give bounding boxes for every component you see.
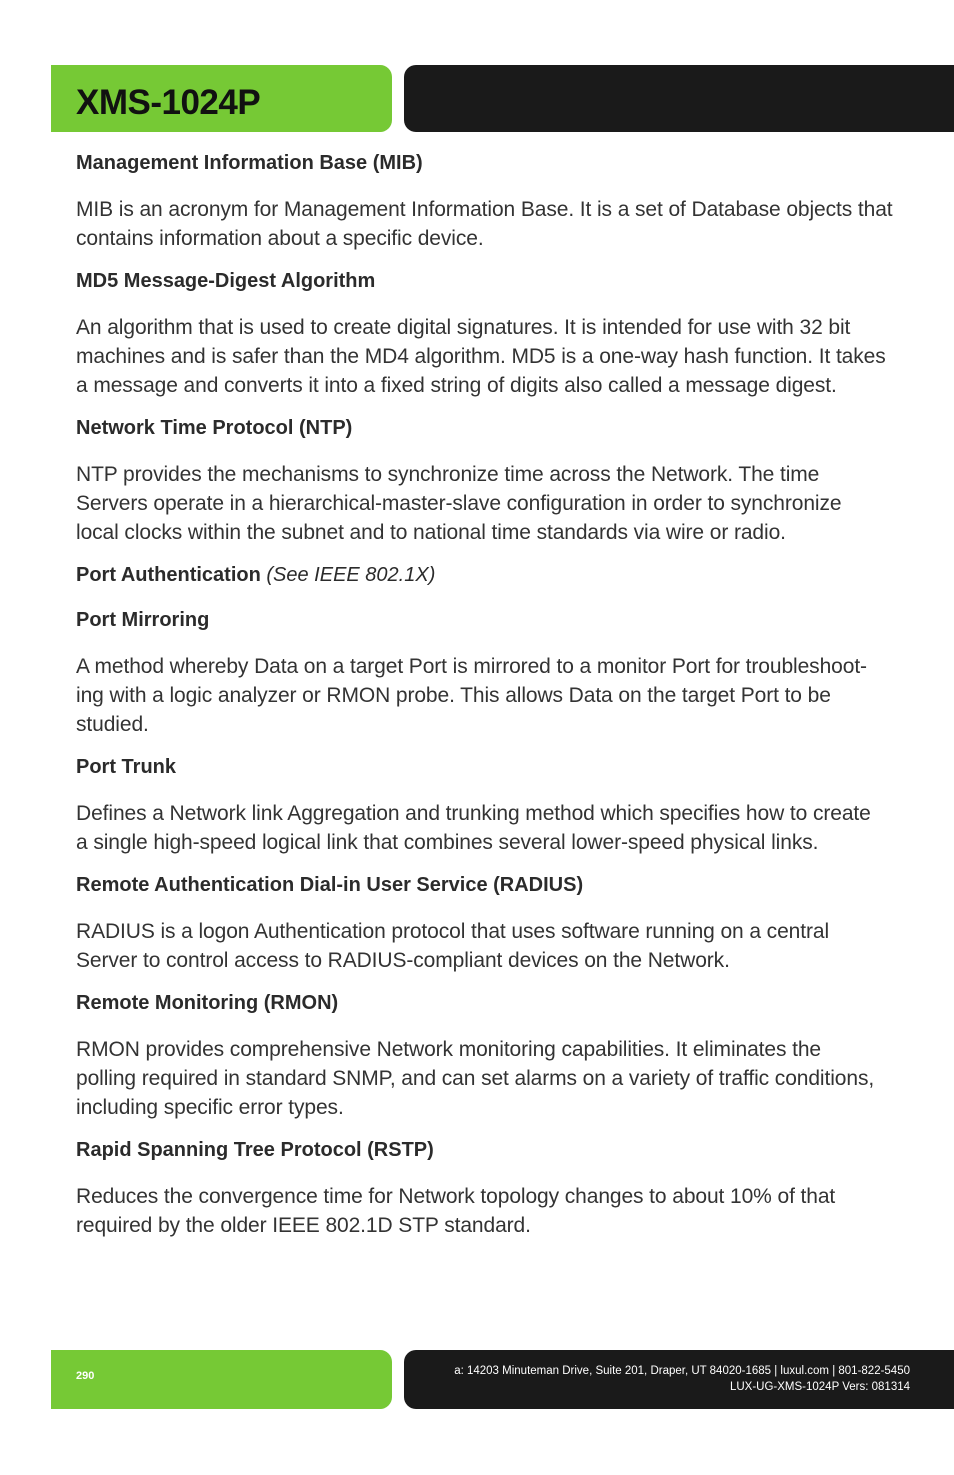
glossary-definition (76, 917, 916, 975)
glossary-term (76, 754, 916, 799)
glossary-term (76, 607, 916, 652)
definition-line: studied. (76, 713, 149, 736)
definition-line: RADIUS is a logon Authentication protocol that uses software running on a central (76, 920, 830, 943)
glossary-term (76, 150, 916, 195)
header-black-bar (404, 65, 954, 132)
page-number: 290 (76, 1370, 95, 1382)
glossary-term-label: Port Mirroring (76, 609, 210, 631)
definition-line: contains information about a specific device. (76, 227, 484, 250)
glossary-definition (76, 652, 916, 739)
glossary-term-label: MD5 Message-Digest Algorithm (76, 270, 376, 292)
glossary-definition (76, 313, 916, 400)
definition-line: RMON provides comprehensive Network monitoring capabilities. It eliminates the (76, 1038, 822, 1061)
header-green-bar (51, 65, 392, 132)
definition-line: NTP provides the mechanisms to synchronize time across the Network. The time (76, 463, 820, 486)
glossary-definition (76, 460, 916, 547)
glossary-content (76, 150, 916, 1255)
page-title: XMS-1024P (76, 83, 261, 122)
definition-line: machines and is safer than the MD4 algorithm. MD5 is a one-way hash function. It takes (76, 345, 886, 368)
definition-line: ing with a logic analyzer or RMON probe. This allows Data on the target Port to be (76, 684, 831, 707)
glossary-term (76, 562, 916, 607)
definition-line: Server to control access to RADIUS-compliant devices on the Network. (76, 949, 730, 972)
glossary-term (76, 1137, 916, 1182)
definition-line: Defines a Network link Aggregation and trunking method which specifies how to create (76, 802, 871, 825)
glossary-term-label: Rapid Spanning Tree Protocol (RSTP) (76, 1139, 434, 1161)
definition-line: MIB is an acronym for Management Information Base. It is a set of Database objects that (76, 198, 893, 221)
definition-line: A method whereby Data on a target Port is mirrored to a monitor Port for troubleshoot- (76, 655, 867, 678)
definition-line: including specific error types. (76, 1096, 344, 1119)
definition-line: polling required in standard SNMP, and can set alarms on a variety of traffic conditions, (76, 1067, 875, 1090)
glossary-term-label: Port Authentication (76, 564, 261, 586)
glossary-term-label: Management Information Base (MIB) (76, 152, 423, 174)
definition-line: required by the older IEEE 802.1D STP standard. (76, 1214, 531, 1237)
definition-line: An algorithm that is used to create digital signatures. It is intended for use with 32 bit (76, 316, 851, 339)
glossary-term (76, 990, 916, 1035)
definition-line: Reduces the convergence time for Network topology changes to about 10% of that (76, 1185, 836, 1208)
definition-line: Servers operate in a hierarchical-master-slave configuration in order to synchronize (76, 492, 842, 515)
definition-line: local clocks within the subnet and to national time standards via wire or radio. (76, 521, 786, 544)
glossary-definition (76, 195, 916, 253)
glossary-term-label: Port Trunk (76, 756, 177, 778)
glossary-see-also: (See IEEE 802.1X) (266, 564, 436, 586)
footer-black-bar (404, 1350, 954, 1409)
glossary-term (76, 872, 916, 917)
glossary-term-label: Remote Authentication Dial-in User Service (RADIUS) (76, 874, 584, 896)
glossary-definition (76, 1182, 916, 1240)
glossary-term (76, 268, 916, 313)
glossary-term (76, 415, 916, 460)
glossary-term-label: Remote Monitoring (RMON) (76, 992, 339, 1014)
definition-line: a single high-speed logical link that combines several lower-speed physical links. (76, 831, 819, 854)
footer-green-bar (51, 1350, 392, 1409)
glossary-definition (76, 799, 916, 857)
definition-line: a message and converts it into a fixed string of digits also called a message digest. (76, 374, 837, 397)
glossary-definition (76, 1035, 916, 1122)
footer-text (454, 1363, 910, 1395)
glossary-term-label: Network Time Protocol (NTP) (76, 417, 353, 439)
footer-address: a: 14203 Minuteman Drive, Suite 201, Draper, UT 84020-1685 | luxul.com | 801-822-5450 (454, 1365, 910, 1377)
footer-doc-id: LUX-UG-XMS-1024P Vers: 081314 (729, 1381, 910, 1393)
